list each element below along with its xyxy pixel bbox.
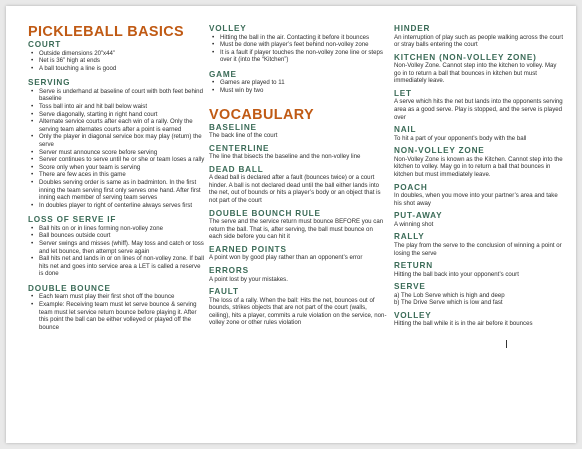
volley-heading: VOLLEY	[209, 24, 247, 33]
vocab-term: LET	[394, 88, 412, 98]
vocab-definition: A point won by good play rather than an opponent’s error	[209, 254, 363, 262]
double-bounce-list	[28, 293, 206, 331]
list-item: • Alternate service courts after each win of a rally. Only the serving team alternates courts after a point is earned	[39, 118, 206, 133]
list-item: • In doubles player to right of centerline always serves first	[39, 202, 206, 210]
text-cursor	[506, 340, 507, 348]
game-list	[209, 79, 387, 94]
list-item: • Net is 36” high at ends	[39, 57, 206, 65]
list-item: • Server continues to serve until he or she or team loses a rally	[39, 156, 206, 164]
court-heading: COURT	[28, 40, 62, 49]
vocab-term: BASELINE	[209, 122, 257, 132]
list-item: • Serve diagonally, starting in right hand court	[39, 111, 206, 119]
list-item: • Games are played to 11	[220, 79, 387, 87]
vocab-term: DEAD BALL	[209, 164, 264, 174]
vocab-definition: A point lost by your mistakes.	[209, 275, 288, 283]
list-item: • Serve is underhand at baseline of court with both feet behind baseline	[39, 88, 206, 103]
column-2	[209, 24, 387, 327]
loss-of-serve-heading: LOSS OF SERVE IF	[28, 215, 117, 225]
vocab-definition: The play from the serve to the conclusion of winning a point or losing the serve	[394, 241, 562, 257]
vocab-definition: An interruption of play such as people walking across the court or stray balls entering the court	[394, 33, 564, 49]
vocab-definition: In doubles, when you move into your partner’s area and take his shot away	[394, 192, 558, 207]
volley-list	[209, 34, 387, 64]
page-title: PICKLEBALL BASICS	[28, 24, 185, 40]
list-item: • Must be done with player’s feet behind non-volley zone	[220, 41, 387, 49]
vocab-definition: A serve which hits the net but lands into the opponents serving area as a good serve. Play is stopped, and the serve is played over	[394, 98, 563, 121]
document-page	[6, 6, 576, 443]
list-item: • Ball hits net and lands in or on lines of non-volley zone. If ball hits net and goes into service area a LET is called a reserve is done	[39, 255, 206, 278]
vocab-definition: Non-Volley Zone. Cannot step into the kitchen to volley. May go in to return a ball that bounces in kitchen but must immediately leave.	[394, 62, 557, 85]
list-item: • Only the player in diagonal service box may play (return) the serve	[39, 133, 206, 148]
list-item: • Server must announce score before serving	[39, 149, 206, 157]
vocab-definition: Hitting the ball back into your opponent’s court	[394, 270, 519, 278]
list-item: • Toss ball into air and hit ball below waist	[39, 103, 206, 111]
loss-of-serve-list	[28, 225, 206, 278]
vocab-term: RETURN	[394, 261, 433, 271]
list-item: • There are few aces in this game	[39, 171, 206, 179]
list-item: • Ball bounces outside court	[39, 232, 206, 240]
court-list	[28, 50, 206, 73]
list-item: • It is a fault if player touches the non-volley zone line or steps over it (into the “Kitchen”)	[220, 49, 387, 64]
vocab-definition: A winning shot	[394, 220, 434, 228]
vocab-definition: Non-Volley Zone is known as the Kitchen. Cannot step into the kitchen to volley. May go in to return a ball that bounces in kitchen but must immediately leave.	[394, 155, 563, 179]
vocab-definition: The line that bisects the baseline and the non-volley line	[209, 153, 361, 161]
list-item: • Hitting the ball in the air. Contacting it before it bounces	[220, 34, 387, 42]
vocab-definition: Hitting the ball while it is in the air before it bounces	[394, 320, 533, 328]
vocab-term: RALLY	[394, 232, 425, 242]
vocab-term: EARNED POINTS	[209, 244, 287, 254]
vocab-definition: A dead ball is declared after a fault (bounces twice) or a court hinder. A ball is not declared dead until the ball either lands into the net, out of bounds or hits a player’s body or an object that is not part of the court	[209, 174, 381, 205]
vocab-definition: The loss of a rally. When the ball: Hits the net, bounces out of bounds, strikes objects that are not part of the court (walls, ceiling), hits a player, commits a rule violation on the service, non-volley zone or other rules violation	[209, 296, 387, 327]
vocab-term: VOLLEY	[394, 310, 432, 320]
list-item: • Score only when your team is serving	[39, 164, 206, 172]
double-bounce-heading: DOUBLE BOUNCE	[28, 283, 111, 293]
list-item: • Ball hits on or in lines forming non-volley zone	[39, 225, 206, 233]
vocab-term: HINDER	[394, 24, 431, 33]
vocab-definition: The back line of the court	[209, 132, 278, 140]
vocab-definition: To hit a part of your opponent’s body with the ball	[394, 134, 527, 142]
serving-list	[28, 88, 206, 210]
vocab-term: PUT-AWAY	[394, 211, 443, 221]
vocab-term: DOUBLE BOUNCH RULE	[209, 208, 321, 218]
vocab-term: SERVE	[394, 282, 426, 292]
serving-heading: SERVING	[28, 78, 71, 88]
vocab-term: POACH	[394, 182, 428, 192]
vocab-term: NON-VOLLEY ZONE	[394, 146, 485, 156]
list-item: • A ball touching a line is good	[39, 65, 206, 73]
column-1	[28, 24, 206, 331]
game-heading: GAME	[209, 69, 237, 79]
list-item: • Each team must play their first shot off the bounce	[39, 293, 206, 301]
vocab-term: ERRORS	[209, 266, 249, 275]
list-item: • Doubles serving order is same as in badminton. In the first inning the team serving first only serves one hand. After first inning each member of serving team serves	[39, 179, 206, 202]
vocabulary-title: VOCABULARY	[209, 106, 315, 123]
vocab-term: FAULT	[209, 287, 239, 297]
vocab-term: CENTERLINE	[209, 143, 270, 153]
vocab-definition: The serve and the service return must bounce BEFORE you can return the ball. That is, after serving, the ball must bounce on each side before you can hit it	[209, 218, 384, 241]
list-item: • Example: Receiving team must let serve bounce & serving team must let service return bounce before playing it. After this point the ball can be either volleyed or played off the bounce	[39, 301, 206, 331]
list-item: • Outside dimensions 20”x44”	[39, 50, 206, 58]
column-3	[394, 24, 564, 328]
list-item: • Server swings and misses (whiff). May toss and catch or toss and let bounce, then attempt serve again	[39, 240, 206, 255]
list-item: • Must win by two	[220, 87, 387, 95]
vocab-term: NAIL	[394, 125, 417, 135]
vocab-definition: a) The Lob Serve which is high and deep b) The Drive Serve which is low and fast	[394, 291, 505, 307]
vocab-term: KITCHEN (NON-VOLLEY ZONE)	[394, 52, 537, 62]
